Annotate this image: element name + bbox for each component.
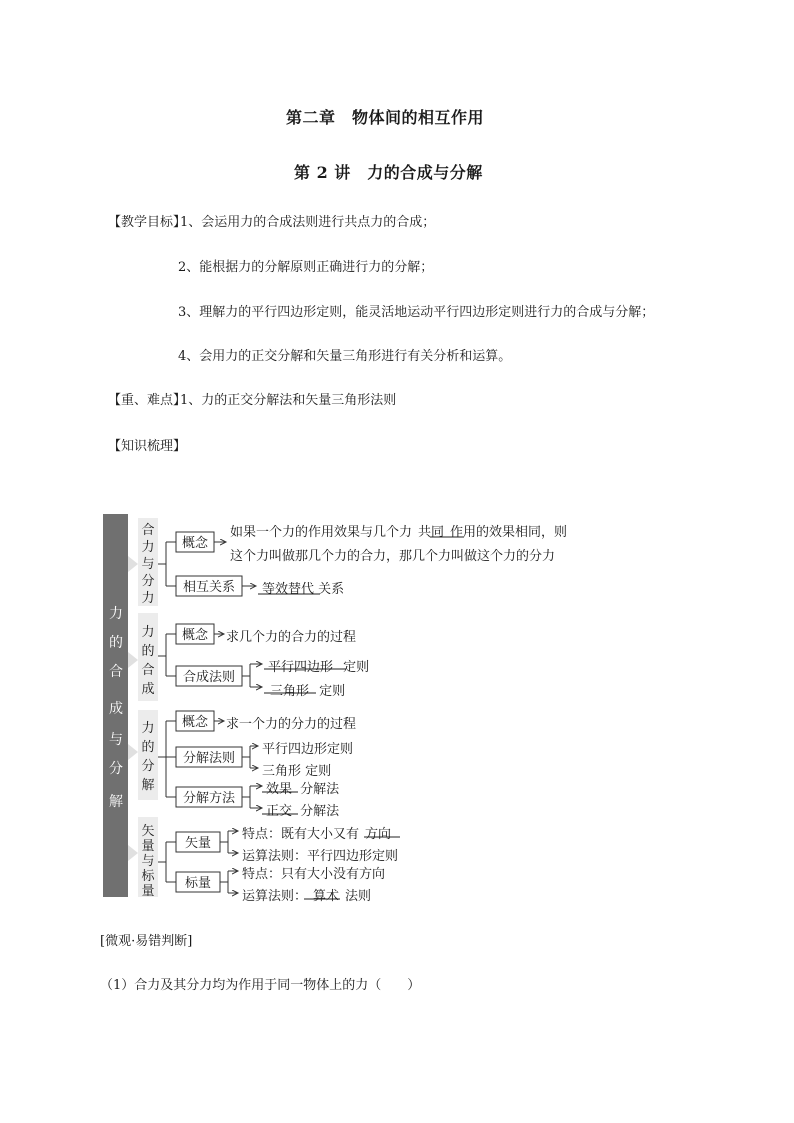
goal-item-4: 4、会用力的正交分解和矢量三角形进行有关分析和运算。 — [178, 349, 512, 364]
goal-item-2: 2、能根据力的分解原则正确进行力的分解； — [178, 260, 434, 275]
lesson-title: 第 2 讲 力的合成与分解 — [294, 163, 483, 182]
svg-text:力: 力 — [141, 625, 155, 640]
s2-rule1-suffix: 定则 — [343, 660, 370, 675]
goals-label: 【教学目标】 — [108, 215, 187, 230]
s1-concept-blank: 共同 — [418, 525, 445, 540]
svg-text:量: 量 — [141, 884, 155, 899]
svg-text:矢: 矢 — [141, 824, 155, 839]
box-s3-rule: 分解法则 — [182, 751, 236, 766]
s3-concept-text: 求一个力的分力的过程 — [226, 717, 357, 732]
svg-text:成: 成 — [109, 701, 123, 717]
box-s2-concept: 概念 — [181, 628, 209, 643]
svg-text:解: 解 — [141, 778, 155, 793]
key-points-text: 1、力的正交分解法和矢量三角形法则 — [180, 393, 397, 408]
s3-rule2: 三角形 定则 — [262, 764, 332, 779]
svg-text:的: 的 — [109, 635, 123, 651]
s4-scalar-rule-prefix: 运算法则： — [242, 889, 308, 904]
s3-method2-blank: 正交 — [266, 804, 293, 819]
svg-text:合: 合 — [141, 523, 155, 538]
s3-rule1: 平行四边形定则 — [262, 742, 354, 757]
box-s1-relation: 相互关系 — [182, 580, 236, 595]
svg-text:分: 分 — [141, 759, 155, 774]
s1-concept-line1-a: 如果一个力的作用效果与几个力 — [230, 525, 413, 540]
goal-item-1: 1、会运用力的合成法则进行共点力的合成； — [180, 215, 436, 230]
s4-scalar-rule-suffix: 法则 — [345, 889, 372, 904]
svg-text:力: 力 — [109, 606, 123, 622]
box-s3-method: 分解方法 — [182, 791, 236, 806]
svg-text:的: 的 — [141, 644, 155, 659]
s4-vector-rule: 运算法则：平行四边形定则 — [242, 849, 399, 864]
box-s1-concept: 概念 — [181, 536, 209, 551]
s2-concept-text: 求几个力的合力的过程 — [226, 630, 357, 645]
s4-vector-feature-prefix: 特点：既有大小又有 — [242, 827, 360, 842]
s2-rule2-blank: 三角形 — [270, 684, 310, 699]
key-points-label: 【重、难点】 — [108, 393, 187, 408]
s4-scalar-feature: 特点：只有大小没有方向 — [242, 867, 386, 882]
micro-label: [微观·易错判断] — [100, 934, 193, 949]
s1-concept-line2: 这个力叫做那几个力的合力，那几个力叫做这个力的分力 — [230, 549, 556, 564]
s4-vector-feature-blank: 方向 — [365, 827, 392, 842]
svg-text:与: 与 — [109, 732, 123, 748]
box-s2-rule: 合成法则 — [182, 670, 236, 685]
chapter-title: 第二章 物体间的相互作用 — [286, 108, 485, 127]
svg-text:与: 与 — [141, 854, 155, 869]
s1-relation-suffix: 关系 — [318, 582, 345, 597]
box-s4-vector: 矢量 — [184, 836, 212, 851]
svg-text:量: 量 — [141, 839, 155, 854]
knowledge-label: 【知识梳理】 — [108, 439, 187, 454]
svg-text:合: 合 — [109, 664, 123, 680]
svg-text:合: 合 — [141, 663, 155, 678]
svg-text:标: 标 — [141, 869, 155, 884]
svg-text:分: 分 — [141, 574, 155, 589]
svg-text:力: 力 — [141, 540, 155, 555]
s3-method1-blank: 效果 — [266, 782, 293, 797]
svg-text:分: 分 — [109, 761, 123, 777]
box-s4-scalar: 标量 — [184, 876, 212, 891]
svg-text:解: 解 — [109, 794, 123, 810]
s3-method1-suffix: 分解法 — [300, 782, 340, 797]
micro-question-1: （1）合力及其分力均为作用于同一物体上的力（ ） — [100, 978, 421, 993]
svg-text:力: 力 — [141, 721, 155, 736]
svg-text:的: 的 — [141, 740, 155, 755]
s1-relation-blank: 等效替代 — [262, 582, 315, 597]
s3-method2-suffix: 分解法 — [300, 804, 340, 819]
svg-text:力: 力 — [141, 591, 155, 606]
svg-text:与: 与 — [141, 557, 155, 572]
svg-text:成: 成 — [141, 682, 155, 697]
s2-rule2-suffix: 定则 — [319, 684, 346, 699]
box-s3-concept: 概念 — [181, 715, 209, 730]
goal-item-3: 3、理解力的平行四边形定则，能灵活地运动平行四边形定则进行力的合成与分解； — [178, 305, 655, 320]
s1-concept-line1-b: 作用的效果相同，则 — [450, 525, 568, 540]
s2-rule1-blank: 平行四边形 — [268, 660, 334, 675]
s4-scalar-rule-blank: 算术 — [313, 889, 340, 904]
